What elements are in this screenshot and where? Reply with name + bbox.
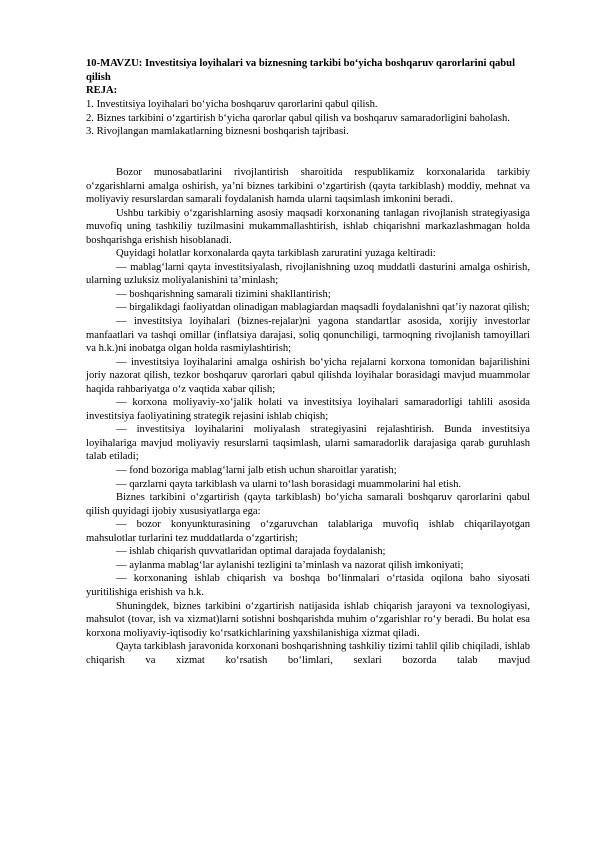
plan-item: 2. Biznes tarkibini o‘zgartirish b‘yicha qarorlar qabul qilish va boshqaruv samaradorligini baholash.: [86, 112, 510, 124]
list-item: — bozor konyunkturasining o‘zgaruvchan talablariga muvofiq ishlab chiqarilayotgan mahsulotlar turlarini tez muddatlarda o‘zgartirish;: [86, 519, 530, 544]
document-title: 10-MAVZU: Investitsiya loyihalari va biznesning tarkibi bo‘yicha boshqaruv qarorlarini qabul qilish: [86, 58, 516, 83]
paragraph: Ushbu tarkibiy o‘zgarishlarning asosiy maqsadi korxonaning tanlagan rivojlanish strategiyasiga muvofiq uning tashkiliy tuzilmasini mukammallashtirish, ishlab chiqarishni markazlashmagan holda boshqarishga erishish hisoblanadi.: [86, 207, 530, 246]
list-item: — boshqarishning samarali tizimini shakllantirish;: [116, 288, 331, 300]
list-item: — aylanma mablag‘lar aylanishi tezligini ta’minlash va nazorat qilish imkoniyati;: [116, 559, 464, 571]
paragraph: Bozor munosabatlarini rivojlantirish sharoitida respublikamiz korxonalarida tarkibiy o‘zgarishlarni amalga oshirish, ya’ni biznes tarkibini o‘zgartirish (qayta tarkiblash) moddiy, mehnat va moliyaviy resurslardan samarali foydalanish hamda ularni taqsimlash imkonini beradi.: [86, 167, 530, 206]
paragraph: Quyidagi holatlar korxonalarda qayta tarkiblash zaruratini yuzaga keltiradi:: [116, 248, 436, 260]
paragraph: Qayta tarkiblash jaravonida korxonani boshqarishning tashkiliy tizimi tahlil qilib chiqiladi, ishlab chiqarish va xizmat ko‘rsatish bo‘limlari, sexlari bozorda talab mavjud: [86, 641, 530, 666]
paragraph: Biznes tarkibini o‘zgartirish (qayta tarkiblash) bo‘yicha samarali boshqaruv qarorlarini qabul qilish quyidagi ijobiy xususiyatlarga ega:: [86, 492, 530, 517]
plan-item: 3. Rivojlangan mamlakatlarning biznesni boshqarish tajribasi.: [86, 126, 349, 138]
list-item: — korxona moliyaviy-xo‘jalik holati va investitsiya loyihalari samaradorligi tahlili asosida investitsiya faoliyatining strategik rejasini ishlab chiqish;: [86, 397, 530, 422]
list-item: — investitsiya loyihalarini moliyalash strategiyasini rejalashtirish. Bunda investitsiya loyihalariga mavjud moliyaviy resurslarni taqsimlash, ularni samaradorlik darajasiga qarab guruhlash talab etiladi;: [86, 424, 530, 463]
list-item: — fond bozoriga mablag‘larni jalb etish uchun sharoitlar yaratish;: [116, 465, 397, 477]
list-item: — korxonaning ishlab chiqarish va boshqa bo‘linmalari o‘rtasida oqilona baho siyosati yuritilishiga erishish va h.k.: [86, 573, 530, 598]
list-item: — qarzlarni qayta tarkiblash va ularni to‘lash borasidagi muammolarini hal etish.: [116, 478, 462, 490]
document-body: [86, 166, 530, 667]
list-item: — birgalikdagi faoliyatdan olinadigan mablagiardan maqsadli foydalanishni qat’iy nazorat qilish;: [116, 302, 530, 314]
plan-list: [86, 98, 526, 139]
list-item: — mablag‘larni qayta investitsiyalash, rivojlanishning uzoq muddatli dasturini amalga oshirish, ularning uzluksiz moliyalanishini ta’minlash;: [86, 261, 530, 287]
list-item: — investitsiya loyihalarini amalga oshirish bo‘yicha rejalarni korxona tomonidan bajarilishini joriy nazorat qilish, tezkor boshqaruv qarorlari qabul qilishda loyihalar borasidagi mavjud muammolar haqida rahbariyatga o‘z vaqtida xabar qilish;: [86, 356, 530, 395]
plan-label: REJA:: [86, 85, 118, 96]
list-item: — ishlab chiqarish quvvatlaridan optimal darajada foydalanish;: [116, 546, 386, 558]
plan-item: 1. Investitsiya loyihalari bo‘yicha boshqaruv qarorlarini qabul qilish.: [86, 99, 378, 110]
paragraph: Shuningdek, biznes tarkibini o‘zgartirish natijasida ishlab chiqarish jarayoni va texnologiyasi, mahsulot (tovar, ish va xizmat)larni sotishni boshqarishda muhim o‘zgarishlar ro‘y beradi. Bu holat esa korxona moliyaviy-iqtisodiy ko‘rsatkichlarining yaxshilanishiga xizmat qiladi.: [86, 600, 530, 639]
list-item: — investitsiya loyihalari (biznes-rejalar)ni yagona standartlar asosida, xorijiy investorlar manfaatlari va tashqi omillar (inflatsiya darajasi, soliq qonunchiligi, tarmoqning rivojlanish tamoyillari va h.k.)ni inobatga olgan holda rasmiylashtirish;: [86, 316, 530, 355]
